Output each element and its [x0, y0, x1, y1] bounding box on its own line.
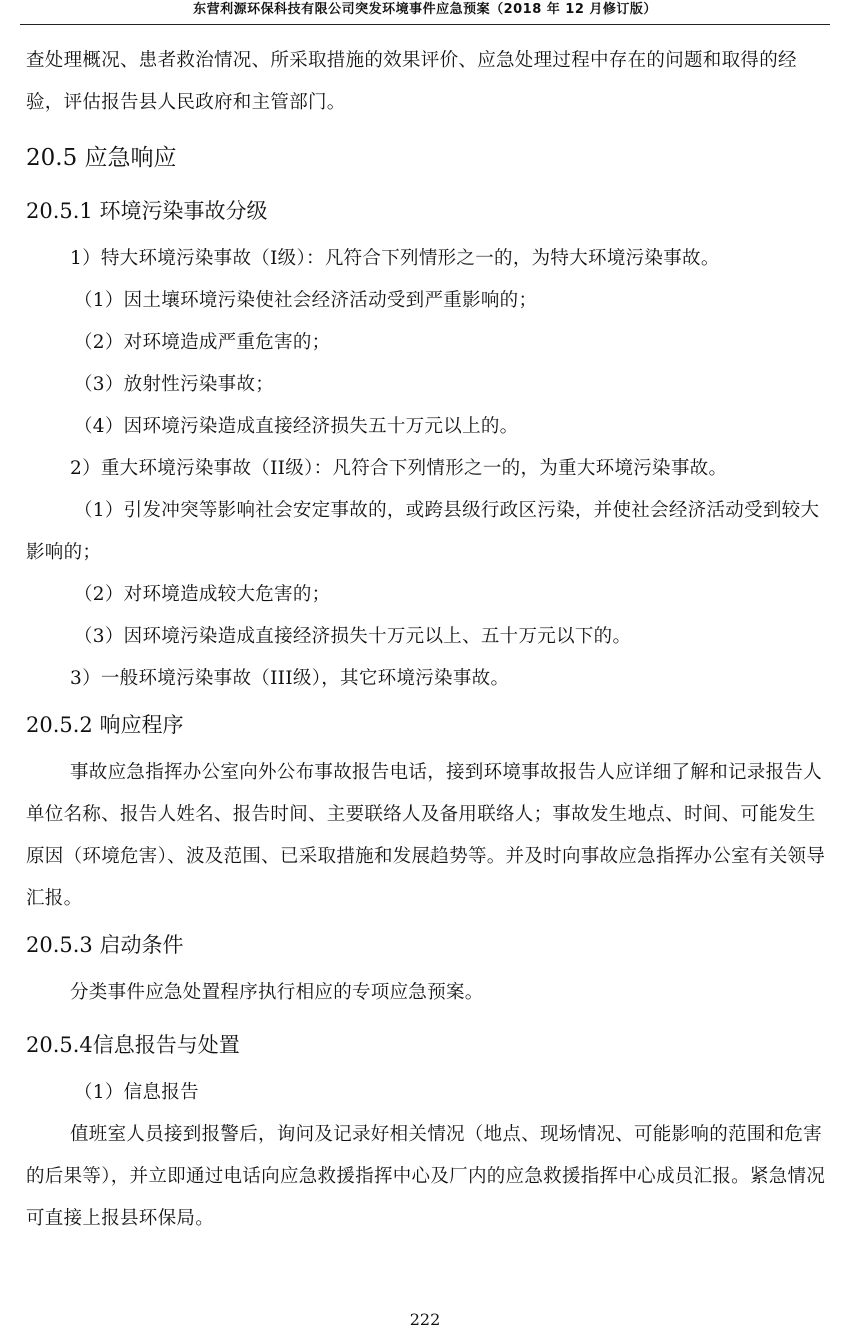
page-header: 东营利源环保科技有限公司突发环境事件应急预案（2018 年 12 月修订版）: [193, 2, 657, 17]
info-paragraph: 值班室人员接到报警后，询问及记录好相关情况（地点、现场情况、可能影响的范围和危害的后果等），并立即通过电话向应急救援指挥中心及厂内的应急救援指挥中心成员汇报。紧急情况可直接上报县环保局。: [26, 1124, 826, 1229]
level1-item: （4）因环境污染造成直接经济损失五十万元以上的。: [74, 416, 519, 437]
start-condition-paragraph: 分类事件应急处置程序执行相应的专项应急预案。: [70, 982, 484, 1003]
level1-item: （1）因土壤环境污染使社会经济活动受到严重影响的；: [74, 290, 538, 311]
level1-title: 1）特大环境污染事故（I级）：凡符合下列情形之一的，为特大环境污染事故。: [70, 248, 720, 269]
level3-title: 3）一般环境污染事故（III级），其它环境污染事故。: [70, 668, 510, 689]
document-body: [26, 40, 834, 1240]
header-rule: [20, 24, 830, 25]
level1-item: （2）对环境造成严重危害的；: [74, 332, 331, 353]
info-subheading: （1）信息报告: [74, 1082, 199, 1103]
level2-item: （2）对环境造成较大危害的；: [74, 584, 331, 605]
section-heading-20-5-3: 20.5.3 启动条件: [26, 933, 184, 957]
level2-item: （1）引发冲突等影响社会安定事故的，或跨县级行政区污染，并使社会经济活动受到较大影响的；: [26, 500, 820, 563]
level1-item: （3）放射性污染事故；: [74, 374, 275, 395]
page-number: 222: [409, 1310, 441, 1329]
level2-title: 2）重大环境污染事故（II级）：凡符合下列情形之一的，为重大环境污染事故。: [70, 458, 728, 479]
section-heading-20-5-1: 20.5.1 环境污染事故分级: [26, 199, 268, 223]
section-heading-20-5-2: 20.5.2 响应程序: [26, 713, 184, 737]
intro-paragraph: 查处理概况、患者救治情况、所采取措施的效果评价、应急处理过程中存在的问题和取得的经验，评估报告县人民政府和主管部门。: [26, 50, 797, 113]
section-heading-20-5: 20.5 应急响应: [26, 145, 177, 171]
level2-item: （3）因环境污染造成直接经济损失十万元以上、五十万元以下的。: [74, 626, 632, 647]
section-heading-20-5-4: 20.5.4信息报告与处置: [26, 1033, 240, 1057]
response-paragraph: 事故应急指挥办公室向外公布事故报告电话，接到环境事故报告人应详细了解和记录报告人单位名称、报告人姓名、报告时间、主要联络人及备用联络人；事故发生地点、时间、可能发生原因（环境危害）、波及范围、已采取措施和发展趋势等。并及时向事故应急指挥办公室有关领导汇报。: [26, 762, 826, 909]
